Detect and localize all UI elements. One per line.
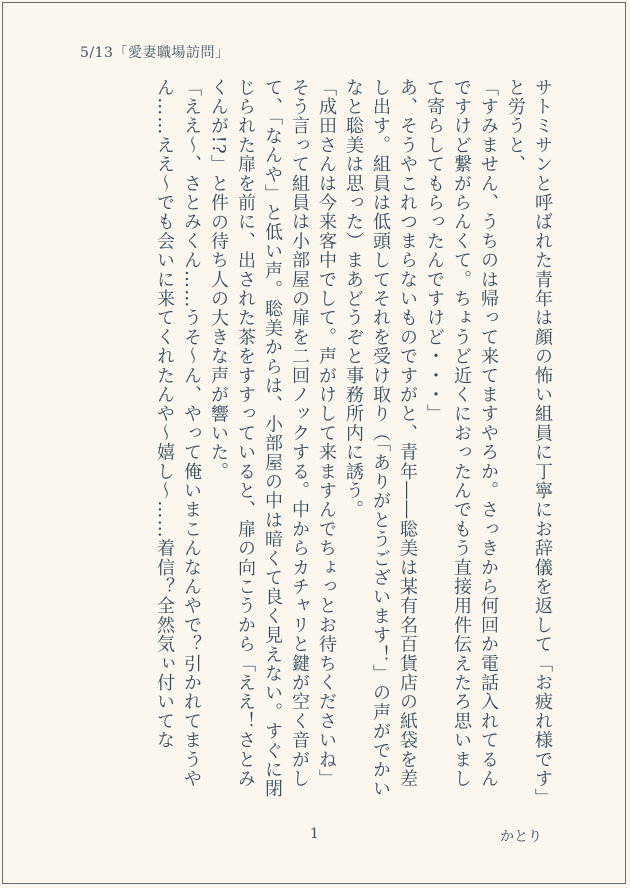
paragraph: 「すみません、うちのは帰って来てますやろか。さっきから何回か電話入れてるんですけど繋がらんくて。ちょうど近くにおったんでもう直接用件伝えたろ思いまして寄らしてもらったんですけど・・・」 [424, 78, 499, 789]
paragraph: 「ええ〜、さとみくん……うそ〜ん、やって俺いまこんなんやで？引かれてまうやん……ええ〜でも会いに来てくれたんや〜嬉し〜……着信？全然気ぃ付いてな [154, 78, 202, 789]
vertical-text-body [66, 78, 556, 800]
author-name: かとり [500, 829, 542, 845]
page-number: 1 [310, 826, 319, 842]
paragraph: 「成田さんは今来客中でして。声がけして来ますんでちょっとお待ちくださいね」 [316, 78, 337, 789]
paragraph: そう言って組員は小部屋の扉を二回ノックする。中からカチャリと鍵が空く音がして、「なんや」と低い声。聡美からは、小部屋の中は暗くて良く見えない。すぐに閉じられた扉を前に、出された茶をすすっていると、扉の向こうから「ええ！さとみくんが!?」と件の待ち人の大きな声が響いた。 [208, 78, 310, 799]
paragraph: あ、そうやこれつまらないものですがと、青年――聡美は某有名百貨店の紙袋を差し出す。組員は低頭してそれを受け取り（「ありがとうございます！」の声がでかいなと聡美は思った）まあどうぞと事務所内に誘う。 [343, 78, 418, 799]
page-header: 5/13「愛妻職場訪問」 [80, 45, 230, 61]
paragraph: サトミサンと呼ばれた青年は顔の怖い組員に丁寧にお辞儀を返して「お疲れ様です」と労うと、 [505, 78, 553, 799]
